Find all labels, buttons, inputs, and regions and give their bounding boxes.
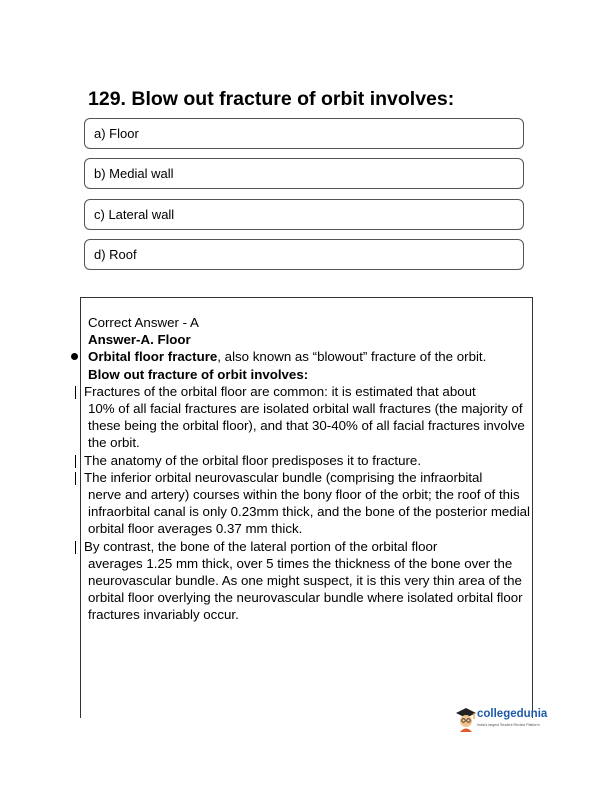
answer-explanation: [84, 314, 533, 624]
graduate-mascot-icon: [455, 706, 477, 732]
list-marker-icon: [75, 541, 76, 554]
answer-heading: Answer-A. Floor: [88, 332, 191, 348]
correct-answer: Correct Answer - A: [88, 315, 199, 330]
answer-subheading: Blow out fracture of orbit involves:: [88, 366, 309, 382]
list-item: [84, 538, 533, 624]
option-a[interactable]: a) Floor: [84, 118, 524, 149]
option-d[interactable]: d) Roof: [84, 239, 524, 270]
list-item-first-line: The inferior orbital neurovascular bundle (comprising the infraorbital: [84, 469, 483, 485]
list-marker-icon: [75, 455, 76, 468]
list-item-continuation: nerve and artery) courses within the bony floor of the orbit; the roof of this infraorbital canal is only 0.23mm thick, and the bone of the posterior medial orbital floor averages 0.37 mm thick.: [88, 487, 530, 537]
bullet-icon: [71, 353, 78, 360]
list-marker-icon: [75, 472, 76, 485]
list-item: [84, 452, 533, 469]
list-item: [84, 469, 533, 538]
option-c[interactable]: c) Lateral wall: [84, 199, 524, 230]
bullet-bold-text: Orbital floor fracture: [88, 349, 218, 365]
list-item: [84, 383, 533, 452]
bullet-point: [88, 348, 533, 365]
bullet-text: , also known as “blowout” fracture of the orbit.: [217, 349, 487, 365]
option-b[interactable]: b) Medial wall: [84, 158, 524, 189]
logo-wordmark: collegedunia: [477, 708, 548, 720]
list-item-continuation: 10% of all facial fractures are isolated orbital wall fractures (the majority of these being the orbital floor), and that 30-40% of all facial fractures involve the orbit.: [88, 401, 525, 451]
logo-tagline: India's largest Student Review Platform: [477, 723, 540, 727]
list-item-first-line: By contrast, the bone of the lateral portion of the orbital floor: [84, 538, 438, 554]
collegedunia-logo: [455, 706, 575, 736]
list-item-continuation: averages 1.25 mm thick, over 5 times the thickness of the bone over the neurovascular bundle. As one might suspect, it is this very thin area of the orbital floor overlying the neurovascular bundle where isolated orbital floor fractures invariably occur.: [88, 555, 523, 623]
question-title: 129. Blow out fracture of orbit involves:: [88, 88, 455, 110]
list-item-first-line: The anatomy of the orbital floor predisposes it to fracture.: [84, 452, 422, 468]
list-item-first-line: Fractures of the orbital floor are common: it is estimated that about: [84, 383, 476, 399]
list-marker-icon: [75, 386, 76, 399]
